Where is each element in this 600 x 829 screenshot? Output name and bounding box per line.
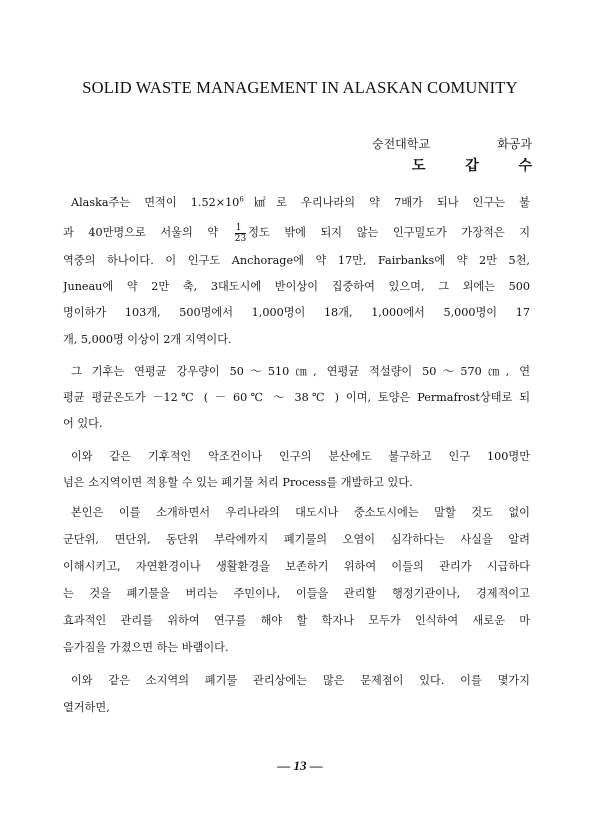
para1-line1-text-b: ㎢로 우리나라의 약 7배가 되나 인구는 불 bbox=[243, 196, 530, 209]
para3-line1: 이와 같은 기후적인 악조건이나 인구의 분산에도 불구하고 인구 100명만 bbox=[71, 450, 530, 463]
para2-line1: 그 기후는 연평균 강우량이 50～510㎝, 연평균 적설량이 50～570㎝, 연 bbox=[71, 365, 530, 378]
para2-line3: 어 있다. bbox=[63, 417, 103, 430]
para1-line6: 개, 5,000명 이상이 2개 지역이다. bbox=[63, 333, 232, 346]
para1-line2 bbox=[63, 222, 530, 244]
para4-line2: 군단위, 면단위, 동단위 부락에까지 폐기물의 오염이 심각하다는 사실을 알려 bbox=[63, 533, 530, 546]
para1-line1-exponent: 6 bbox=[239, 195, 244, 204]
para4-line3: 이해시키고, 자연환경이나 생활환경을 보존하기 위하여 이들의 관리가 시급하다 bbox=[63, 560, 530, 573]
para1-line4: Juneau에 약 2만 축, 3대도시에 반이상이 집중하여 있으며, 그 외에는 500 bbox=[63, 280, 530, 293]
para1-line3: 역중의 하나이다. 이 인구도 Anchorage에 약 17만, Fairbanks에 약 2만 5천, bbox=[63, 254, 530, 267]
para1-line1 bbox=[63, 192, 530, 214]
para1-line2-text-b: 정도 밖에 되지 않는 인구밀도가 가장적은 지 bbox=[248, 226, 530, 239]
para5-line1: 이와 같은 소지역의 폐기물 관리상에는 많은 문제점이 있다. 이를 몇가지 bbox=[71, 674, 530, 687]
para4-line4: 는 것을 폐기물을 버리는 주민이나, 이들을 관리할 행정기관이나, 경제적이고 bbox=[63, 587, 530, 600]
para3-line2: 넘은 소지역이면 적용할 수 있는 폐기물 처리 Process를 개발하고 있다. bbox=[63, 476, 413, 489]
para4-line6: 음가짐을 가졌으면 하는 바램이다. bbox=[63, 641, 229, 654]
author-affiliation: 숭전대학교 화공과 bbox=[372, 137, 532, 151]
para5-line2: 열거하면, bbox=[63, 701, 110, 714]
page-number: — 13 — bbox=[277, 758, 323, 773]
para2-line2: 평균 평균온도가 －12℃ ( － 60℃ ～ 38℃ ) 이며, 토양은 Permafrost상태로 되 bbox=[63, 391, 530, 404]
fraction-denominator: 23 bbox=[234, 233, 247, 244]
para4-line5: 효과적인 관리를 위하여 연구를 해야 할 학자나 모두가 인식하여 새로운 마 bbox=[63, 614, 530, 627]
para1-line1-text-a: Alaska주는 면적이 1.52×10 bbox=[71, 196, 240, 209]
paper-title: SOLID WASTE MANAGEMENT IN ALASKAN COMUNITY bbox=[82, 78, 518, 97]
para1-line5: 명이하가 103개, 500명에서 1,000명이 18개, 1,000에서 5,000명이 17 bbox=[63, 306, 530, 319]
fraction bbox=[235, 223, 246, 244]
fraction-numerator: 1 bbox=[235, 223, 246, 234]
author-name: 도 갑 수 bbox=[412, 158, 532, 174]
para4-line1: 본인은 이를 소개하면서 우리나라의 대도시나 중소도시에는 말할 것도 없이 bbox=[71, 506, 530, 519]
para1-line2-text-a: 과 40만명으로 서울의 약 bbox=[63, 226, 219, 239]
